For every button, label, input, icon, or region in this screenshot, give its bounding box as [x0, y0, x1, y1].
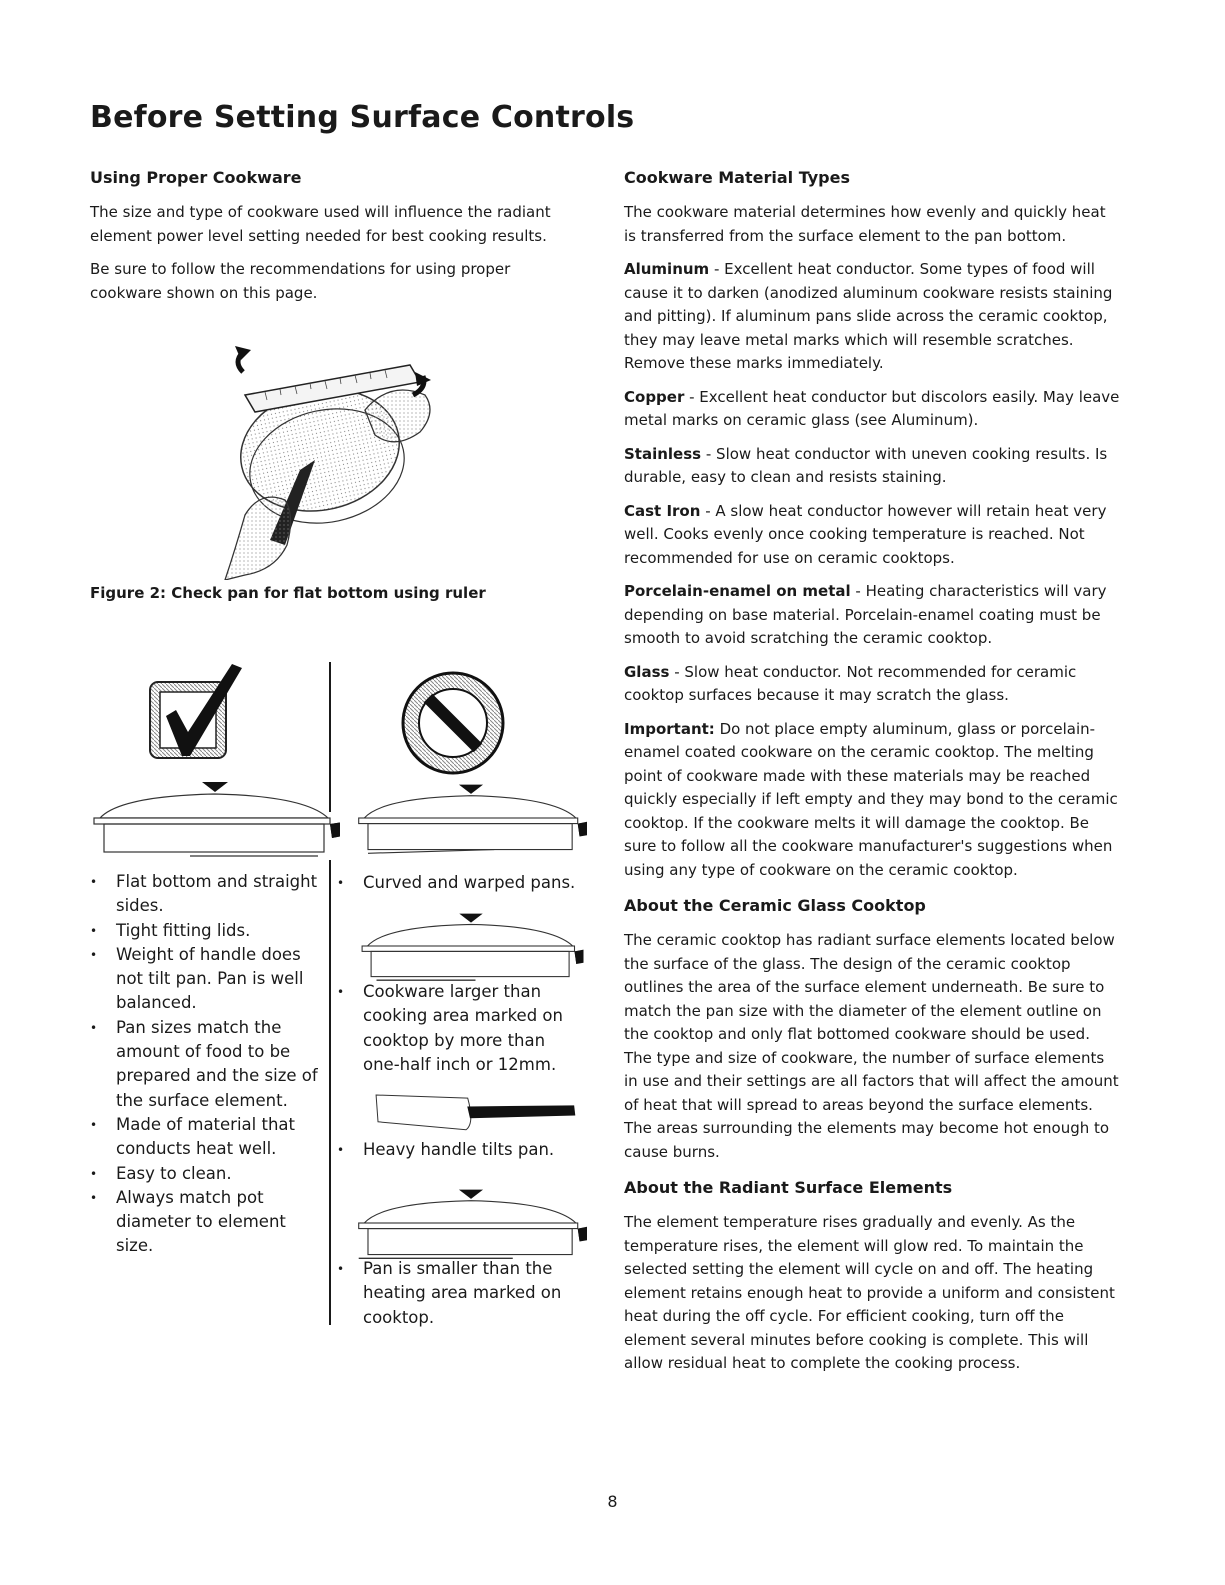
ceramic-cooktop-heading: About the Ceramic Glass Cooktop — [624, 896, 926, 915]
oversize-pan-illustration — [355, 910, 587, 982]
bad-cookware-item-1 — [337, 871, 587, 895]
warped-pan-illustration — [355, 778, 587, 858]
prohibited-icon — [398, 668, 508, 778]
small-pan-illustration — [355, 1183, 587, 1263]
material-porcelain: Porcelain-enamel on metal - Heating characteristics will vary depending on base material. Porcelain-enamel coating must be smooth to avoid scratching the ceramic cooktop. — [624, 582, 1107, 647]
list-item: • Weight of handle does not tilt pan. Pan is well balanced. — [90, 943, 320, 1016]
list-item: • Pan sizes match the amount of food to be prepared and the size of the surface element. — [90, 1016, 320, 1113]
page-number: 8 — [607, 1492, 618, 1511]
bad-cookware-item-3 — [337, 1138, 587, 1162]
intro-paragraph-2: Be sure to follow the recommendations for using proper cookware shown on this page. — [90, 260, 511, 302]
list-item: • Made of material that conducts heat well. — [90, 1113, 320, 1162]
radiant-elements-text: The element temperature rises gradually and evenly. As the temperature rises, the element will glow red. To maintain the selected setting the element will cycle on and off. The heating element retains enough heat to provide a uniform and consistent heat during the off cycle. For efficient cooking, turn off the element several minutes before cooking is complete. This will allow residual heat to complete the cooking process. — [624, 1213, 1115, 1372]
list-item: • Always match pot diameter to element size. — [90, 1186, 320, 1259]
good-pan-illustration — [90, 778, 340, 858]
material-aluminum: Aluminum - Excellent heat conductor. Some types of food will cause it to darken (anodized aluminum cookware resists staining and pitting). If aluminum pans slide across the ceramic cooktop, they may leave metal marks which will resemble scratches. Remove these marks immediately. — [624, 260, 1113, 372]
right-column — [624, 168, 1122, 1376]
material-types-heading: Cookware Material Types — [624, 168, 850, 187]
material-cast-iron: Cast Iron - A slow heat conductor however will retain heat very well. Cooks evenly once cooking temperature is reached. Not recommended for use on ceramic cooktops. — [624, 501, 1107, 567]
recommended-cookware-list — [90, 870, 320, 1259]
material-term: Cast Iron — [624, 501, 701, 520]
figure-caption: Figure 2: Check pan for flat bottom using ruler — [90, 584, 486, 602]
bad-cookware-item-4 — [337, 1257, 573, 1330]
list-item: • Tight fitting lids. — [90, 919, 320, 943]
material-stainless: Stainless - Slow heat conductor with uneven cooking results. Is durable, easy to clean and resists staining. — [624, 444, 1108, 486]
list-item: • Flat bottom and straight sides. — [90, 870, 320, 919]
material-term: Glass — [624, 662, 670, 681]
list-item: • Heavy handle tilts pan. — [337, 1138, 587, 1162]
material-term: Stainless — [624, 444, 702, 463]
material-intro: The cookware material determines how evenly and quickly heat is transferred from the surface element to the pan bottom. — [624, 203, 1106, 245]
intro-paragraph-1: The size and type of cookware used will influence the radiant element power level setting needed for best cooking results. — [90, 203, 551, 245]
list-item: • Pan is smaller than the heating area marked on cooktop. — [337, 1257, 573, 1330]
material-term: Porcelain-enamel on metal — [624, 582, 851, 600]
ruler-check-illustration — [215, 340, 445, 580]
tilted-pan-illustration — [355, 1090, 587, 1140]
material-glass: Glass - Slow heat conductor. Not recommended for ceramic cooktop surfaces because it may scratch the glass. — [624, 662, 1077, 704]
radiant-elements-heading: About the Radiant Surface Elements — [624, 1178, 953, 1197]
checkmark-icon — [146, 664, 246, 764]
divider-bottom — [329, 860, 331, 1325]
list-item: • Cookware larger than cooking area marked on cooktop by more than one-half inch or 12mm. — [337, 980, 573, 1077]
list-item: • Easy to clean. — [90, 1162, 320, 1186]
ceramic-cooktop-text: The ceramic cooktop has radiant surface elements located below the surface of the glass. The design of the ceramic cooktop outlines the area of the surface element underneath. Be sure to match the pan size with the diameter of the element outline on the cooktop and only flat bottomed cookware should be used. The type and size of cookware, the number of surface elements in use and their settings are all factors that will affect the amount of heat that will spread to areas beyond the surface elements. The areas surrounding the elements may become hot enough to cause burns. — [624, 931, 1119, 1161]
page-title: Before Setting Surface Controls — [90, 100, 635, 135]
important-label: Important: — [624, 719, 715, 738]
using-proper-cookware-heading: Using Proper Cookware — [90, 168, 302, 187]
material-term: Aluminum — [624, 260, 710, 278]
important-note: Important: Do not place empty aluminum, glass or porcelain-enamel coated cookware on the ceramic cooktop. The melting point of cookware made with these materials may be reached quickly especially if left empty and they may bond to the ceramic cooktop. If the cookware melts it will damage the cooktop. Be sure to follow all the cookware manufacturer's suggestions when using any type of cookware on the ceramic cooktop. — [624, 719, 1118, 879]
list-item: • Curved and warped pans. — [337, 871, 587, 895]
material-term: Copper — [624, 387, 685, 406]
material-copper: Copper - Excellent heat conductor but discolors easily. May leave metal marks on ceramic glass (see Aluminum). — [624, 387, 1120, 429]
left-column-intro — [90, 168, 580, 305]
bad-cookware-item-2 — [337, 980, 573, 1077]
